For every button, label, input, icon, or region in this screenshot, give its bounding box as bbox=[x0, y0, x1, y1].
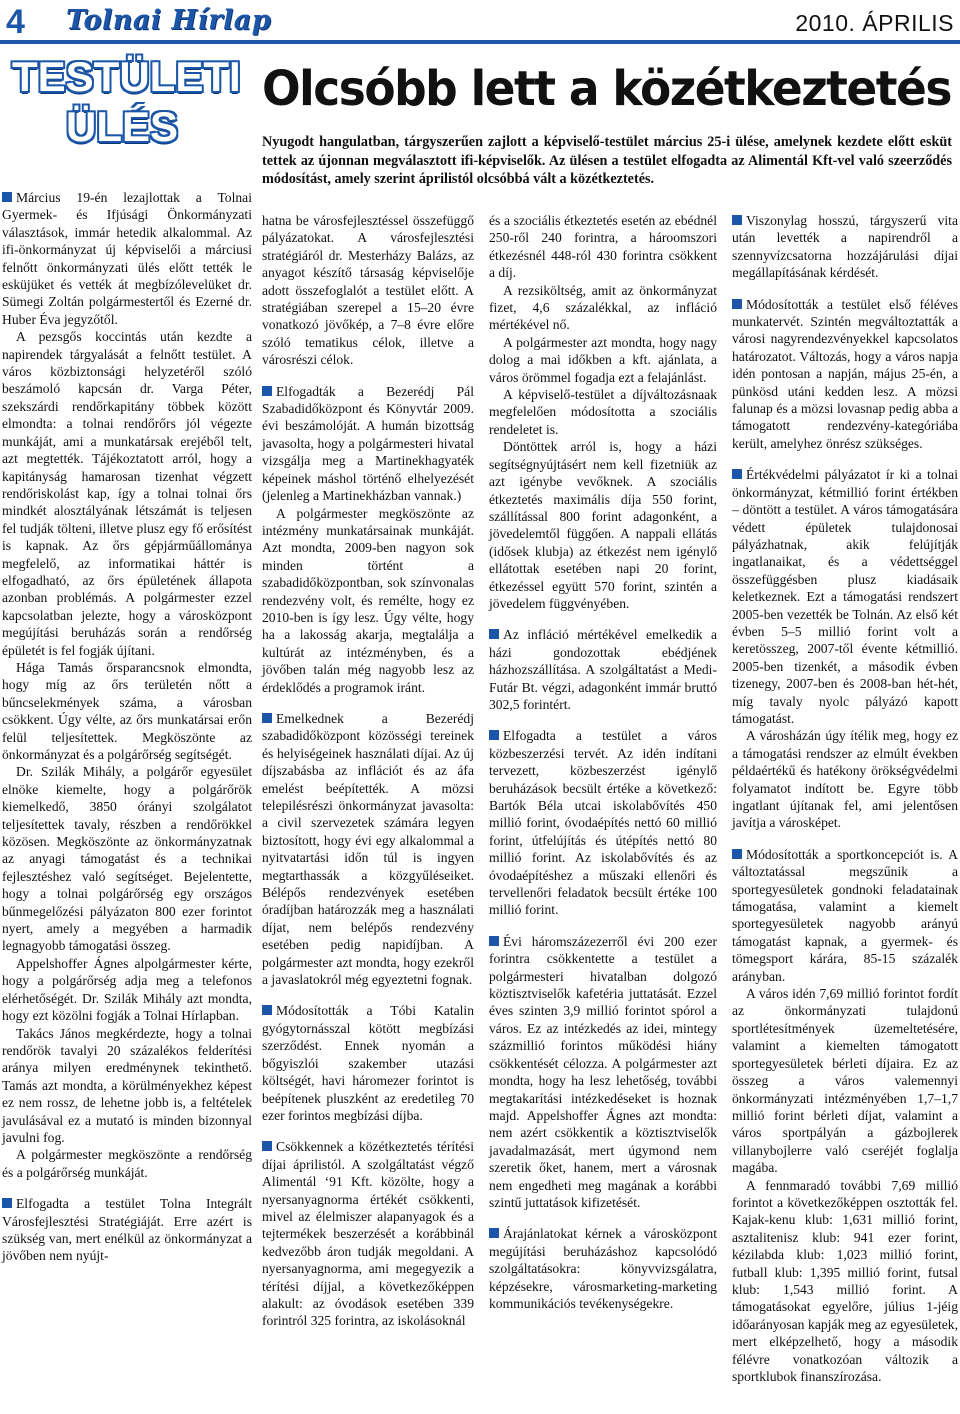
paragraph-text: A polgármester megköszönte az intézmény munkatársainak munkáját. Azt mondta, 2009-ben nagyon sok minden történt a szabadidőközpontban, sok színvonalas rendezvény volt, és remélte, hogy ez 2010-ben is így lesz. Úgy vélte, hogy ha a lakosság akarja, megtalálja a kultúrát az intézményben, és a jövőben talán még nagyobb lesz az érdeklődés a programok iránt. bbox=[262, 505, 474, 695]
article-paragraph bbox=[489, 933, 717, 1212]
article-paragraph bbox=[2, 763, 252, 954]
column-2 bbox=[262, 212, 474, 1330]
paragraph-text: A város idén 7,69 millió forintot fordít az önkormányzati tulajdonú sportlétesítmények üzemeltetésére, valamint a kiemelten támogatott sportegyesületek bérleti díjaira. Ez az összeg a város valemennyi önkormányzati intézményében 1,7–1,7 millió forint bérleti díjat, valamint a város sportpályán a gázbojlerek villanybojlerre való cseréjét foglalja magába. bbox=[732, 986, 958, 1176]
article-paragraph bbox=[489, 334, 717, 386]
paragraph-text: Évi háromszázezerről évi 200 ezer forintra csökkentette a testület a polgármesteri hivatalban dolgozó köztisztviselők kafetéria juttatását. Ezzel éves szinten 3,9 millió forintot spórol a város. Ez az intézkedés az idei, mintegy százmillió forintos működési hiány csökkentését célozza. A polgármester azt mondta, hogy ha lesz lehetőség, további megtakarítási intézkedéseket is hoznak majd. Appelshoffer Ágnes azt mondta: nem azért csökkentik a köztisztviselők javadalmazását, mert úgymond nem szeretik őket, hanem, mert a városnak nem engedheti meg magának a korábbi szintű juttatások kifizetését. bbox=[489, 933, 717, 1210]
article-paragraph bbox=[262, 383, 474, 505]
square-bullet-icon bbox=[489, 629, 499, 639]
paragraph-text: Módosították a Tóbi Katalin gyógytornásszal kötött megbízási szerződést. Ennek nyomán a bőgyiszlói szakember utazási költségét, havi háromezer forintot is beépítenek pluszként az eredetileg 70 ezer forintos megbízási díjba. bbox=[262, 1003, 474, 1123]
article-headline: Olcsóbb lett a közétkeztetés bbox=[262, 61, 951, 117]
paragraph-text: A fennmaradó további 7,69 millió forintot a következőképpen osztották fel. Kajak-kenu klub: 1,631 millió forint, asztalitenisz klub: 941 ezer forint, kézilabda klub: 1,023 millió forint, futball klub: 1,395 millió forint, futsal klub: 1,543 millió forint. A támogatásokat egyelőre, július 1-jéig időarányosan kapják meg az egyesületek, mert elképzelhető, hogy a második félévre vonatkozóan változik a sportklubok finanszírozása. bbox=[732, 1177, 958, 1384]
article-paragraph bbox=[489, 626, 717, 713]
square-bullet-icon bbox=[262, 1005, 272, 1015]
article-paragraph bbox=[732, 212, 958, 282]
square-bullet-icon bbox=[489, 730, 499, 740]
paragraph-text: Döntöttek arról is, hogy a házi segítségnyújtásért nem kell fizetniük az azt igénybe vevőknek. A szociális étkeztetés maximális díja 550 forint, szállítással 800 forint adagonként, a jövedelemtől függően. A nappali ellátás (idősek klubja) az étkezést nem igénylő ellátottak esetében napi 20 forint, étkezéssel együtt 570 forint, szintén a jövedelem függvényében. bbox=[489, 439, 717, 611]
article-paragraph bbox=[489, 1225, 717, 1312]
square-bullet-icon bbox=[489, 1228, 499, 1238]
article-lead: Nyugodt hangulatban, tárgyszerűen zajlott a képviselő-testület március 25-i ülése, amelynek kezdete előtt esküt tettek az újonnan megválasztott ifi-képviselők. Az ülésen a testület elfogadta az Alimentál Kft-vel való szeerződés módosítást, amely szerint áprilistól olcsóbbá vált a közétkeztetés. bbox=[262, 134, 952, 187]
square-bullet-icon bbox=[489, 936, 499, 946]
article-paragraph bbox=[732, 985, 958, 1176]
square-bullet-icon bbox=[262, 713, 272, 723]
masthead-logo: Tolnai Hírlap bbox=[66, 5, 272, 36]
article-paragraph bbox=[2, 1025, 252, 1147]
square-bullet-icon bbox=[732, 849, 742, 859]
paragraph-text: A rezsiköltség, amit az önkormányzat fizet, 4,6 százalékkal, az infláció mértékével nő. bbox=[489, 282, 717, 333]
article-paragraph bbox=[2, 328, 252, 659]
paragraph-text: Emelkednek a Bezerédj szabadidőközpont közösségi tereinek és helyiségeinek használati díjai. Az új díjszabásba az inflációt és az áfa emelést beépítették. A mözsi telepilésrészi önkormányzat javasolta: a civil szervezetek számára legyen biztosított, hogy évi egy alkalommal a nyitvatartási időn túl is ingyen megtarthassák a közgyűléseiket. Bélépős rendezvények esetében óradíjban határozzák meg a használati díjat, nem belépős rendezvény esetében pedig napidíjban. A polgármester azt mondta, hogy ezekről a javaslatokról még egyeztetni fognak. bbox=[262, 710, 474, 988]
paragraph-text: Elfogadta a testület a város közbeszerzési tervét. Az idén indítani tervezett, közbeszerzést igénylő beruházások becsült értéke a következő: Bartók Béla utcai iskolabővítés 450 millió forint, óvodaépítés nettó 60 millió forint, útfelújítás és útépítés nettó 80 millió forint. Az iskolabővítés és az óvodaépítéshez a műszaki ellenőri és tervellenőri feladatok becsült értéke 100 millió forint. bbox=[489, 728, 717, 918]
paragraph-text: A polgármester megköszönte a rendőrség és a polgárőrség munkáját. bbox=[2, 1147, 252, 1180]
paragraph-text: Dr. Szilák Mihály, a polgárőr egyesület elnöke kiemelte, hogy a polgárőrök kiemelkedő, 3850 órányi szolgálatot teljesítettek tavaly, részben a rendőrökkel közösen. Megköszönte az önkormányzatnak az anyagi támogatást és a technikai fejlesztéshez való segítséget. Bejelentette, hogy a tolnai polgárőrség egy országos bűnmegelőzési pályázaton 800 ezer forintot nyert, amely a megyében a harmadik legnagyobb támogatási összeg. bbox=[2, 764, 252, 954]
paragraph-text: és a szociális étkeztetés esetén az ebédnél 250-ről 240 forintra, a hároomszori étkezésnél 448-ról 430 forintra csökkent a díj. bbox=[489, 213, 717, 281]
square-bullet-icon bbox=[262, 386, 272, 396]
paragraph-text: Elfogadták a Bezerédj Pál Szabadidőközpont és Könyvtár 2009. évi beszámolóját. A humán bizottság javasolta, hogy a polgármesteri hivatal vizsgálja meg a Martinekhagyaték képeinek máshol történő elhelyezését (jelenleg a Martinekházban vannak.) bbox=[262, 383, 474, 504]
article-paragraph bbox=[489, 212, 717, 282]
article-paragraph bbox=[732, 296, 958, 453]
paragraph-text: Értékvédelmi pályázatot ír ki a tolnai önkormányzat, kétmillió forint értékben – döntött a testület. A város támogatására védett épületek tulajdonosai pályázhatnak, akik felújítják ingatlanaikat, és a védettséggel összefüggésben plusz kiadásaik keletkeznek. Ezt a támogatási rendszert 2005-ben vezették be Tolnán. Az első két évben 5–5 millió forint volt a keretösszeg, 2007-től évente kétmillió. 2005-ben tizenkét, a második évben tizenegy, 2007-ben és 2008-ban hét-hét, míg tavaly nyolc pályázó kapott támogatást. bbox=[732, 467, 958, 726]
square-bullet-icon bbox=[732, 215, 742, 225]
paragraph-text: A polgármester azt mondta, hogy nagy dolog a mai időkben a kft. ajánlata, a város örömmel fogadja ezt a felajánlást. bbox=[489, 334, 717, 385]
page-number: 4 bbox=[6, 3, 25, 41]
paragraph-text: Csökkennek a közétkeztetés térítési díjai áprilistól. A szolgáltatást végző Alimentál ‘91 Kft. közölte, hogy a nyersanyagnorma értékét csökkenti, mivel az élelmiszer alapanyagok és a tejtermékek beszerzését a korábbinál kedvezőbb áron tudják megoldani. A nyersanyagnorma, ami megegyezik a térítési díjjal, a következőképpen alakult: az óvodások esetében 339 forintról 325 forintra, az iskolásoknál bbox=[262, 1139, 474, 1329]
page-header bbox=[0, 0, 960, 44]
article-paragraph bbox=[2, 1146, 252, 1181]
square-bullet-icon bbox=[2, 192, 12, 202]
paragraph-text: Appelshoffer Ágnes alpolgármester kérte, hogy a polgárőrség adja meg a telefonos elérhetőségét. Dr. Szilák Mihály azt mondta, hogy ezt közölni fogják a Tolnai Hírlapban. bbox=[2, 955, 252, 1024]
section-label-line2: ÜLÉS bbox=[66, 103, 179, 150]
article-paragraph bbox=[489, 386, 717, 438]
paragraph-text: Március 19-én lezajlottak a Tolnai Gyermek- és Ifjúsági Önkormányzati választások, immár hetedik alkalommal. Az ifi-önkormányzat új képviselői a márciusi felnőtt önkormányzati ülés előtt tették le esküjüket és vették át megbízólevelüket dr. Sümegi Zoltán polgármestertől és Ezerné dr. Huber Éva jegyzőtől. bbox=[2, 190, 252, 327]
article-paragraph bbox=[262, 1138, 474, 1329]
article-paragraph bbox=[489, 727, 717, 918]
column-4 bbox=[732, 212, 958, 1385]
column-3 bbox=[489, 212, 717, 1312]
section-label-line1: TESTÜLETI bbox=[12, 53, 241, 100]
article-paragraph bbox=[732, 1177, 958, 1386]
article-paragraph bbox=[732, 727, 958, 831]
article-paragraph bbox=[262, 505, 474, 696]
section-label bbox=[4, 52, 256, 160]
square-bullet-icon bbox=[2, 1198, 12, 1208]
article-paragraph bbox=[262, 710, 474, 989]
article-paragraph bbox=[732, 466, 958, 727]
issue-date: 2010. ÁPRILIS bbox=[795, 10, 954, 36]
paragraph-text: A képviselő-testület a díjváltozásnaak megfelelően módosította a szociális rendeletet is. bbox=[489, 387, 717, 437]
article-paragraph bbox=[262, 1002, 474, 1124]
paragraph-text: Elfogadta a testület Tolna Integrált Városfejlesztési Stratégiáját. Erre azért is szükség van, mert enélkül az önkormányzat a jövőben nem nyújt- bbox=[2, 1196, 252, 1264]
paragraph-text: A városházán úgy ítélik meg, hogy ez a támogatási rendszer az elmúlt években példaértékű és hatékony örökségvédelmi folyamatot indított be. Egyre több ingatlant újítanak fel, ami jelentősen javítja a városképet. bbox=[732, 728, 958, 831]
article-paragraph bbox=[2, 955, 252, 1025]
article-paragraph bbox=[2, 189, 252, 328]
article-paragraph bbox=[2, 659, 252, 763]
paragraph-text: hatna be városfejlesztéssel összefüggő pályázatokat. A városfejlesztési stratégiáról dr. Mesterházy Balázs, az anyagot készítő társaság képviselője adott összefoglalót a testület előtt. A stratégiában szerepel a 15–20 évre vonatkozó jövőkép, a 7–8 évre előre szóló tematikus célok, illetve a városrészi célok. bbox=[262, 213, 474, 368]
article-paragraph bbox=[262, 212, 474, 369]
paragraph-text: Hága Tamás őrsparancsnok elmondta, hogy míg az őrs területén nőtt a bűncselekmények száma, a városban csökkent. Úgy vélte, az őrs munkatársai erőn felül teljesítettek. Megköszönte az önkormányzat és a polgárőrség segítségét. bbox=[2, 659, 252, 762]
paragraph-text: Módosították a sportkoncepciót is. A változtatással megszűnik a sportegyesületek gondnoki feladatainak támogatása, valamint a kiemelt sportegyesületek nagyobb arányú támogatást kapnak, a gyermek- és tömegsport kárára, 85-15 százalék arányban. bbox=[732, 846, 958, 984]
paragraph-text: Takács János megkérdezte, hogy a tolnai rendőrök tavalyi 20 százalékos felderítési aránya milyen eredménynek tekinthető. Tamás azt mondta, a körülményekhez képest ez nem rossz, de lehetne jobb is, a feltételek javulásával ez a mutató is minden bizonnyal javulni fog. bbox=[2, 1025, 252, 1145]
paragraph-text: Viszonylag hosszú, tárgyszerű vita után levették a napirendről a szennyvízcsatorna hozzájárulási díjai megállapításának kérdését. bbox=[732, 213, 958, 281]
article-paragraph bbox=[732, 846, 958, 985]
paragraph-text: A pezsgős koccintás után kezdte a napirendek tárgyalását a felnőtt testület. A város közbiztonsági helyzetéről szóló beszámoló kapcsán dr. Varga Péter, szekszárdi rendőrkapitány többek között elmondta: a tolnai rendőrőrs jól végezte munkáját, ami a munkatársak erejéből telt, azt megtették. Tájékoztatott arról, hogy a kapitányság hamarosan tizenhat végzett rendőriskolást kap, így a tolnai tolnai őrs mindkét alosztályának létszámát is teljesen fel tudják tölteni, illetve plusz egy fő erősítést is kapnak. Az őrs gépjárműállománya megfelelő, az informatikai háttér is elfogadható, az őrs épületének állapota azonban problémás. A polgármester ezzel kapcsolatban jelezte, hogy a városközpont megújítási beruházás során a rendőrség épületét is fel fogják újítani. bbox=[2, 329, 252, 658]
square-bullet-icon bbox=[732, 299, 742, 309]
paragraph-text: Árajánlatokat kérnek a városközpont megújítási beruházáshoz kapcsolódó szolgáltatásokra: könyvvizsgálatra, képzésekre, városmarketing-marketing kommunikációs tevékenységekre. bbox=[489, 1226, 717, 1311]
article-paragraph bbox=[489, 282, 717, 334]
paragraph-text: Az infláció mértékével emelkedik a házi gondozottak ebédjének házhozszállítása. A szolgáltatást a Medi-Futár Bt. végzi, adagonként immár bruttó 302,5 forintért. bbox=[489, 627, 717, 712]
square-bullet-icon bbox=[262, 1141, 272, 1151]
paragraph-text: Módosították a testület első féléves munkatervét. Szintén megváltoztatták a városi nagyrendezvényekkel kapcsolatos határozatot. Változás, hogy a város napja idén pontosan a napján, május 25-én, a pünkösd utáni kedden lesz. A mözsi falunap és a mözsi lovasnap pedig abba a támogatott rendezvény-kategóriába került, amelyhez önrész szükséges. bbox=[732, 296, 958, 451]
article-paragraph bbox=[489, 438, 717, 612]
column-1 bbox=[2, 175, 252, 1265]
square-bullet-icon bbox=[732, 469, 742, 479]
article-paragraph bbox=[2, 1195, 252, 1265]
